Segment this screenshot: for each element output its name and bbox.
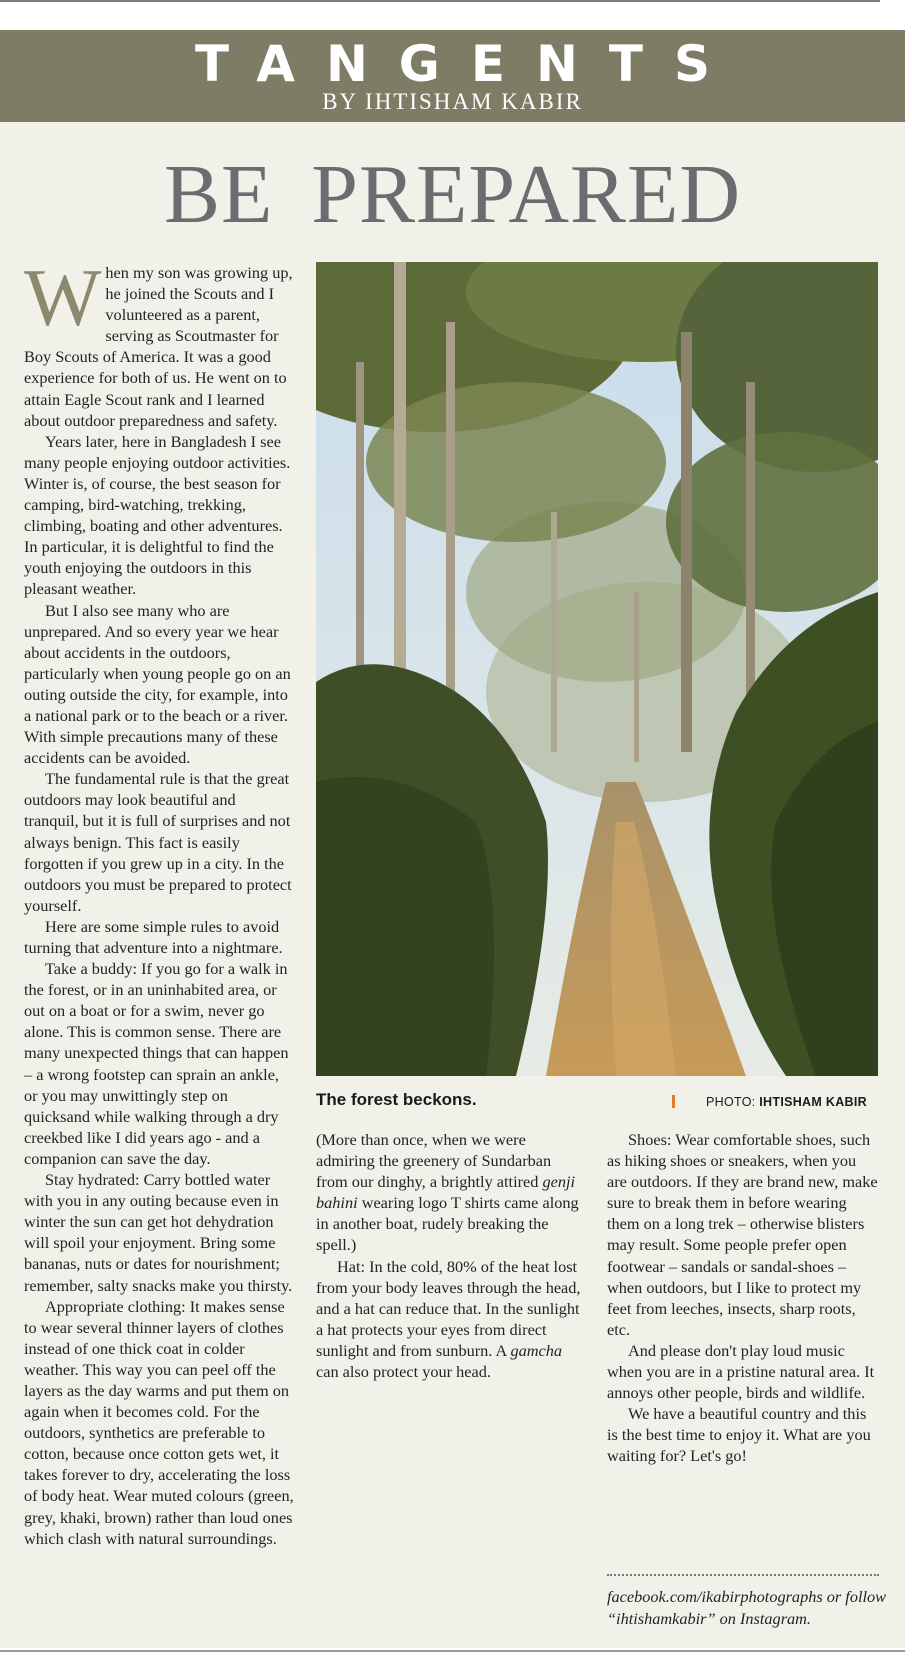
article-column-2 (316, 1129, 582, 1382)
byline: BY IHTISHAM KABIR (322, 89, 583, 114)
headline: BE PREPARED (163, 148, 742, 241)
drop-cap: W (24, 252, 102, 343)
paragraph-1: When my son was growing up, he joined the Scouts and I volunteered as a parent, serving as Scoutmaster for Boy Scouts of America. It was a good experience for both of us. He went on to attain Eagle Scout rank and I learned about outdoor preparedness and safety. (24, 252, 293, 430)
paragraph-8: Appropriate clothing: It makes sense to wear several thinner layers of clothes instead of one thick coat in colder weather. This way you can peel off the layers as the day warms and put them on again when it becomes cold. For the outdoors, synthetics are preferable to cotton, because once cotton gets wet, it takes forever to dry, accelerating the loss of body heat. Wear muted colours (green, grey, khaki, brown) rather than loud ones which clash with natural surroundings. (24, 1296, 294, 1548)
paragraph-8-continued: (More than once, when we were admiring the greenery of Sundarban from our dinghy, a brightly attired genji bahini wearing logo T shirts came along in another boat, rudely breaking the spell.) (316, 1130, 579, 1255)
paragraph-11: And please don't play loud music when you are in a pristine natural area. It annoys other people, birds and wildlife. (607, 1340, 875, 1403)
caption-divider (672, 1095, 675, 1108)
paragraph-10: Shoes: Wear comfortable shoes, such as hiking shoes or sneakers, when you are outdoors. If they are brand new, make sure to break them in before wearing them on a long trek – otherwise blisters may result. Some people prefer open footwear – sandals or sandal-shoes – when outdoors, but I like to protect my feet from leeches, insects, sharp roots, etc. (607, 1130, 878, 1339)
article-column-3 (607, 1129, 879, 1467)
bottom-rule (0, 1650, 905, 1652)
paragraph-2: Years later, here in Bangladesh I see many people enjoying outdoor activities. Winter is, of course, the best season for camping, bird-watching, trekking, climbing, boating and other adventures. In particular, it is delightful to find the youth enjoying the outdoors in this pleasant weather. (24, 431, 291, 599)
paragraph-7: Stay hydrated: Carry bottled water with you in any outing because even in winter the sun can get hot dehydration will spoil your enjoyment. Bring some bananas, nuts or dates for nourishment; remember, salty snacks make you thirsty. (24, 1170, 293, 1295)
footer-divider (607, 1574, 879, 1576)
paragraph-5: Here are some simple rules to avoid turning that adventure into a nightmare. (24, 916, 283, 957)
paragraph-3: But I also see many who are unprepared. And so every year we hear about accidents in the outdoors, particularly when young people go on an outing outside the city, for example, into a national park or to the beach or a river. With simple precautions many of these accidents can be avoided. (24, 600, 291, 768)
paragraph-9: Hat: In the cold, 80% of the heat lost from your body leaves through the head, and a hat can reduce that. In the sunlight a hat protects your eyes from direct sunlight and from sunburn. A gamcha can also protect your head. (316, 1256, 581, 1382)
column-title: TANGENTS (195, 35, 741, 93)
paragraph-6: Take a buddy: If you go for a walk in the forest, or in an uninhabited area, or out on a boat or for a swim, never go alone. This is common sense. There are many unexpected things that can happen – a wrong footstep can sprain an ankle, or you may unwittingly step on quicksand while walking through a dry creekbed like I did years ago - and a companion can save the day. (24, 959, 289, 1168)
social-footer-note: facebook.com/ikabirphotographs or follow “ihtishamkabir” on Instagram. (607, 1587, 887, 1628)
paragraph-4: The fundamental rule is that the great outdoors may look beautiful and tranquil, but it is full of surprises and not always benign. This fact is easily forgotten if you grew up in a city. In the outdoors you must be prepared to protect yourself. (24, 769, 292, 915)
top-rule (0, 0, 880, 2)
column-banner (0, 30, 905, 122)
paragraph-12: We have a beautiful country and this is the best time to enjoy it. What are you waiting for? Let's go! (607, 1404, 871, 1466)
photo-caption: The forest beckons. (316, 1090, 477, 1109)
forest-trail-photo (316, 262, 878, 1076)
photo-credit: PHOTO: IHTISHAM KABIR (706, 1095, 867, 1109)
article-column-1 (24, 252, 294, 1549)
